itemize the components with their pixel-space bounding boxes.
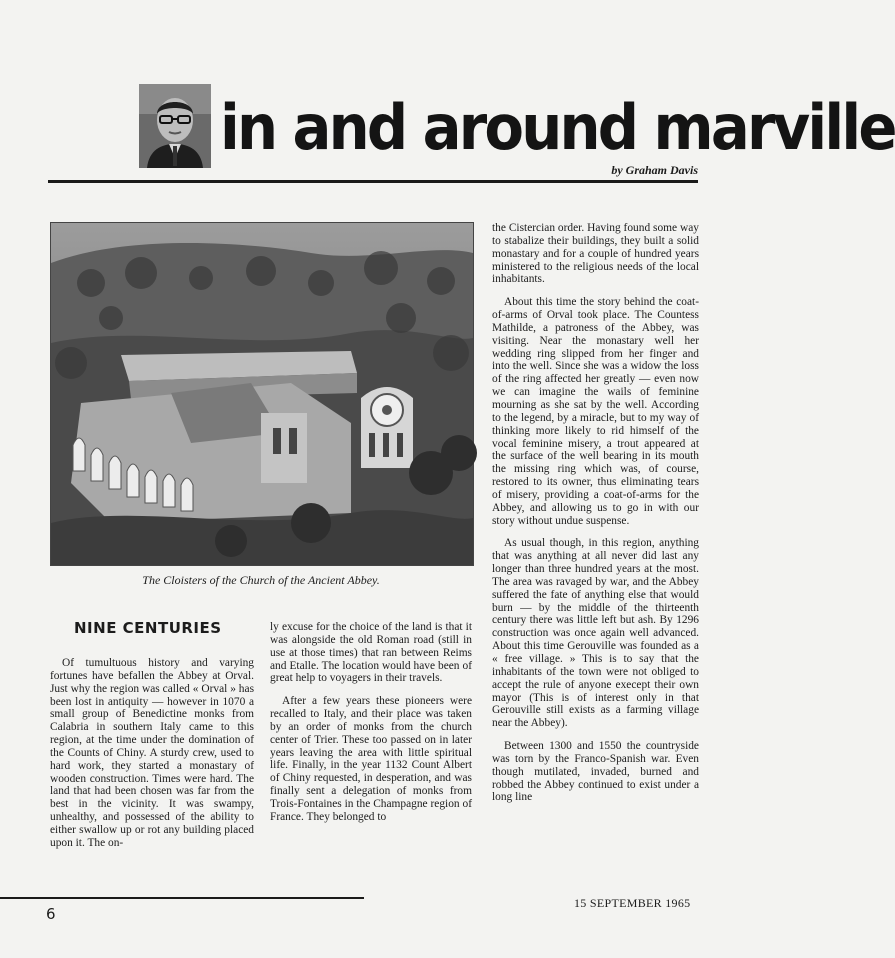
article-column-2 (270, 621, 472, 834)
page-title: in and around marville (220, 91, 895, 164)
article-paragraph: About this time the story behind the coat-of-arms of Orval took place. The Countess Mathilde, a patroness of the Abbey, was visiting. Near the monastary well her wedding ring slipped from her finger and into the well. Since she was a widow the loss of the ring affected her greatly — even now we can imagine the wails of feminine mourning as she sat by the well. According to the legend, by a miracle, but to my way of thinking more likely to rid himself of the vocal feminine misery, a trout appeared at the surface of the well bearing in its mouth the missing ring which was, of course, restored to its owner, thus eliminating tears of misery, providing a coat-of-arms for the Abbey, and allowing us to go in with our story without undue suspense. (492, 296, 699, 527)
footer-rule (0, 897, 364, 899)
author-byline: by Graham Davis (611, 163, 698, 177)
abbey-ruins-photo (50, 222, 474, 566)
article-paragraph: Between 1300 and 1550 the countryside was torn by the Franco-Spanish war. Even though mutilated, invaded, burned and robbed the Abbey continued to exist under a long line (492, 740, 699, 804)
section-heading: NINE CENTURIES (74, 619, 222, 637)
article-paragraph: Of tumultuous history and varying fortunes have befallen the Abbey at Orval. Just why the region was called « Orval » has been lost in antiquity — however in 1070 a small group of Benedictine monks from Calabria in southern Italy came to this region, at the time under the domination of the Counts of Chiny. A sturdy crew, used to hard work, they started a monastary of wooden construction. Times were hard. The land that had been chosen was far from the best in the vicinity. It was swampy, unhealthy, and possessed of the ability to either swallow up or rot any building placed upon it. The on- (50, 657, 254, 849)
author-portrait (139, 84, 211, 168)
article-column-1 (50, 657, 254, 860)
article-paragraph: ly excuse for the choice of the land is that it was alongside the old Roman road (still in use at those times) that ran between Reims and Etalle. The location would have been of great help to voyagers in their travels. (270, 621, 472, 685)
photo-caption: The Cloisters of the Church of the Ancient Abbey. (142, 573, 380, 587)
article-paragraph: As usual though, in this region, anything that was anything at all never did last any longer than three hundred years at the most. The area was ravaged by war, and the Abbey suffered the fate of anything else that would burn — by the middle of the thirteenth century there was little left but ash. By 1296 construction was once again well advanced. About this time Gerouville was founded as a « free village. » This is to say that the inhabitants of the town were not obliged to accept the rule of anyone execept their own mayor (This is of interest only in that Gerouville still exists as a farming village near the Abbey). (492, 537, 699, 730)
article-column-3 (492, 222, 699, 814)
header-rule (48, 180, 698, 183)
issue-date: 15 SEPTEMBER 1965 (574, 896, 691, 910)
article-paragraph: After a few years these pioneers were recalled to Italy, and their place was taken by an order of monks from the church center of Trier. These too passed on in later years leaving the area with little spiritual life. Finally, in the year 1132 Count Albert of Chiny requested, in desperation, and was finally sent a delegation of monks from Trois-Fontaines in the Champagne region of France. They belonged to (270, 695, 472, 823)
page-number: 6 (46, 905, 56, 923)
article-paragraph: the Cistercian order. Having found some way to stabalize their buildings, they built a solid monastary and for a couple of hundred years ministered to the religious needs of the local inhabitants. (492, 222, 699, 286)
